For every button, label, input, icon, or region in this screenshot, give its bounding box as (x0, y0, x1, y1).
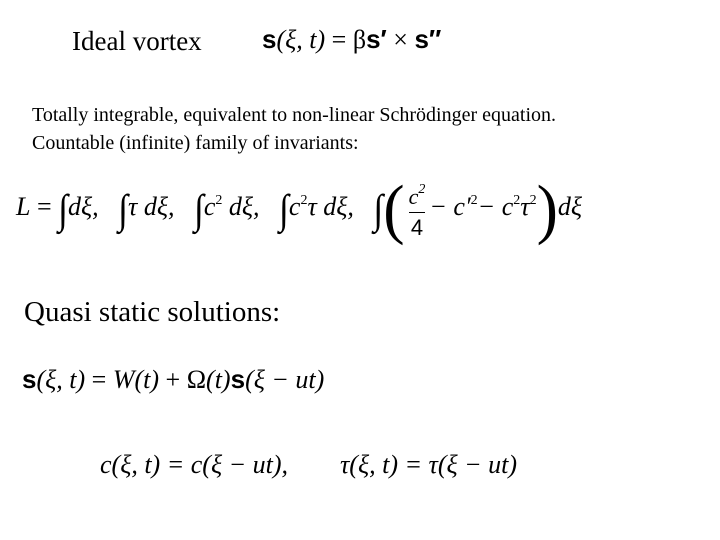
invariants-equation: L = ∫dξ, ∫τ dξ, $\int c^2$ dξ, $\int c^2\tau$ dξ, ∫( $\frac{c^2}{4}$ − $c'^2- c^2\tau^2)d\xi$ (16, 172, 582, 246)
vortex-equation (262, 24, 441, 55)
frac-num: $c^2$ (408, 181, 426, 209)
qs-s2: s (230, 364, 246, 394)
inv-sq-2: 2 (300, 192, 308, 208)
left-paren: ( (383, 171, 405, 246)
quasi-static-c-equation: c(ξ, t) = c(ξ − ut), (100, 450, 289, 479)
qs-t: (t) (134, 365, 160, 394)
inv-tau-dxi: τ dξ, (128, 191, 175, 221)
qs-omega: Ω (186, 365, 207, 394)
integral-1: ∫ (58, 185, 69, 232)
right-paren: ) (536, 171, 558, 246)
qs-plus: + (165, 365, 181, 394)
vortex-times: × (393, 25, 408, 54)
qs-eq: = (91, 365, 107, 394)
vortex-s: s (262, 24, 277, 54)
inv-c2tau-dxi: τ dξ, (307, 191, 354, 221)
qs-s: s (22, 364, 37, 394)
vortex-s-double-prime: s″ (414, 24, 442, 54)
inv-minus-cprime: − c′ (429, 191, 471, 221)
inv-L: L (16, 191, 31, 221)
qs-args: (ξ, t) (36, 365, 86, 394)
description-line-2: Countable (infinite) family of invariants: (32, 132, 359, 154)
integral-5: ∫ (373, 185, 384, 232)
inv-minus-c: − c (477, 191, 514, 221)
quasi-static-tau-equation: τ(ξ, t) = τ(ξ − ut) (340, 450, 518, 479)
vortex-s-prime: s′ (366, 24, 387, 54)
qs-W: W (112, 365, 135, 394)
vortex-args: (ξ, t) (276, 25, 326, 54)
fraction (409, 177, 426, 242)
inv-c-2: c (288, 191, 301, 221)
frac-bar (409, 212, 426, 214)
quasi-static-s-equation (22, 364, 324, 395)
inv-c: c (203, 191, 216, 221)
frac-den: 4 (410, 215, 424, 241)
inv-tau: τ (520, 191, 530, 221)
integral-2: ∫ (118, 185, 129, 232)
qs-args2: (ξ − ut) (245, 365, 325, 394)
inv-eq: = (36, 191, 52, 221)
integral-4: ∫ (279, 185, 289, 232)
inv-dxi: dξ, (68, 191, 99, 221)
vortex-equals: = (331, 25, 347, 54)
quasi-static-heading: Quasi static solutions: (24, 296, 281, 328)
inv-final-dxi: dξ (557, 191, 583, 221)
description-line-1: Totally integrable, equivalent to non-linear Schrödinger equation. (32, 104, 556, 126)
integral-3: ∫ (193, 185, 204, 232)
vortex-beta: β (352, 25, 367, 54)
qs-t2: (t) (206, 365, 231, 394)
inv-sq: 2 (215, 192, 223, 208)
inv-c2-dxi: dξ, (228, 191, 260, 221)
slide-title: Ideal vortex (72, 26, 202, 56)
